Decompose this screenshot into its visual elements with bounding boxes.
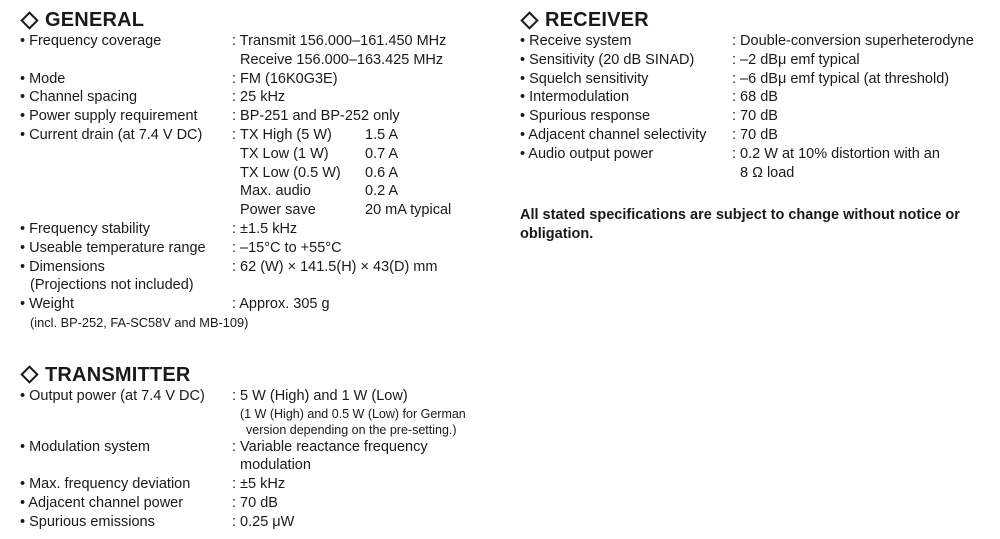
spec-frequency-coverage: • Frequency coverage : Transmit 156.000–161.450 MHz Receive 156.000–163.425 MHz	[20, 33, 447, 68]
spec-intermodulation: • Intermodulation : 68 dB	[520, 89, 778, 106]
drain-row: TX High (5 W) 1.5 A	[240, 126, 399, 143]
spec-spurious-emissions: • Spurious emissions : 0.25 μW	[20, 513, 295, 530]
spec-dimensions: • Dimensions (Projections not included) : 62 (W) × 141.5(H) × 43(D) mm	[20, 258, 438, 294]
spec-mode: • Mode : FM (16K0G3E)	[20, 70, 338, 87]
drain-row: Max. audio 0.2 A	[240, 183, 399, 200]
weight-note: (incl. BP-252, FA-SC58V and MB-109)	[30, 314, 249, 330]
spec-modulation-system: • Modulation system : Variable reactance frequency modulation	[20, 438, 428, 474]
drain-row: TX Low (0.5 W) 0.6 A	[240, 164, 399, 181]
spec-adjacent-channel-power: • Adjacent channel power : 70 dB	[20, 494, 278, 511]
spec-channel-spacing: • Channel spacing : 25 kHz	[20, 89, 286, 106]
right-column	[520, 8, 980, 244]
spec-squelch: • Squelch sensitivity : –6 dBμ emf typical (at threshold)	[520, 70, 950, 87]
general-heading: GENERAL	[20, 8, 490, 32]
spec-spurious-response: • Spurious response : 70 dB	[520, 108, 778, 125]
left-column	[20, 8, 490, 532]
drain-row: TX Low (1 W) 0.7 A	[240, 145, 399, 162]
specification-notice: All stated specifications are subject to change without notice or obligation.	[520, 207, 960, 243]
receiver-heading: RECEIVER	[520, 8, 980, 32]
diamond-icon	[20, 366, 38, 384]
diamond-icon	[20, 11, 38, 29]
spec-audio-output: • Audio output power : 0.2 W at 10% distortion with an 8 Ω load	[520, 145, 940, 181]
spec-power-supply: • Power supply requirement : BP-251 and BP-252 only	[20, 108, 400, 125]
spec-output-power: • Output power (at 7.4 V DC) : 5 W (High) and 1 W (Low) (1 W (High) and 0.5 W (Low) for German version depending on the pre-setting.)	[20, 387, 466, 437]
spec-sensitivity: • Sensitivity (20 dB SINAD) : –2 dBμ emf typical	[520, 51, 860, 68]
spec-receive-system: • Receive system : Double-conversion superheterodyne	[520, 33, 974, 49]
diamond-icon	[520, 11, 538, 29]
spec-max-deviation: • Max. frequency deviation : ±5 kHz	[20, 476, 286, 493]
spec-temperature-range: • Useable temperature range : –15°C to +55°C	[20, 239, 342, 256]
spec-adjacent-selectivity: • Adjacent channel selectivity : 70 dB	[520, 126, 778, 143]
spec-weight: • Weight : Approx. 305 g	[20, 296, 330, 313]
drain-row: Power save 20 mA typical	[240, 202, 452, 219]
spec-current-drain: • Current drain (at 7.4 V DC) : TX High (5 W) 1.5 A TX Low (1 W) 0.7 A TX Low (0.5 W) 0.6 A Max. audio 0.2 A Power save 20 mA typical	[20, 126, 452, 219]
transmitter-heading: TRANSMITTER	[20, 363, 490, 387]
spec-frequency-stability: • Frequency stability : ±1.5 kHz	[20, 220, 298, 237]
